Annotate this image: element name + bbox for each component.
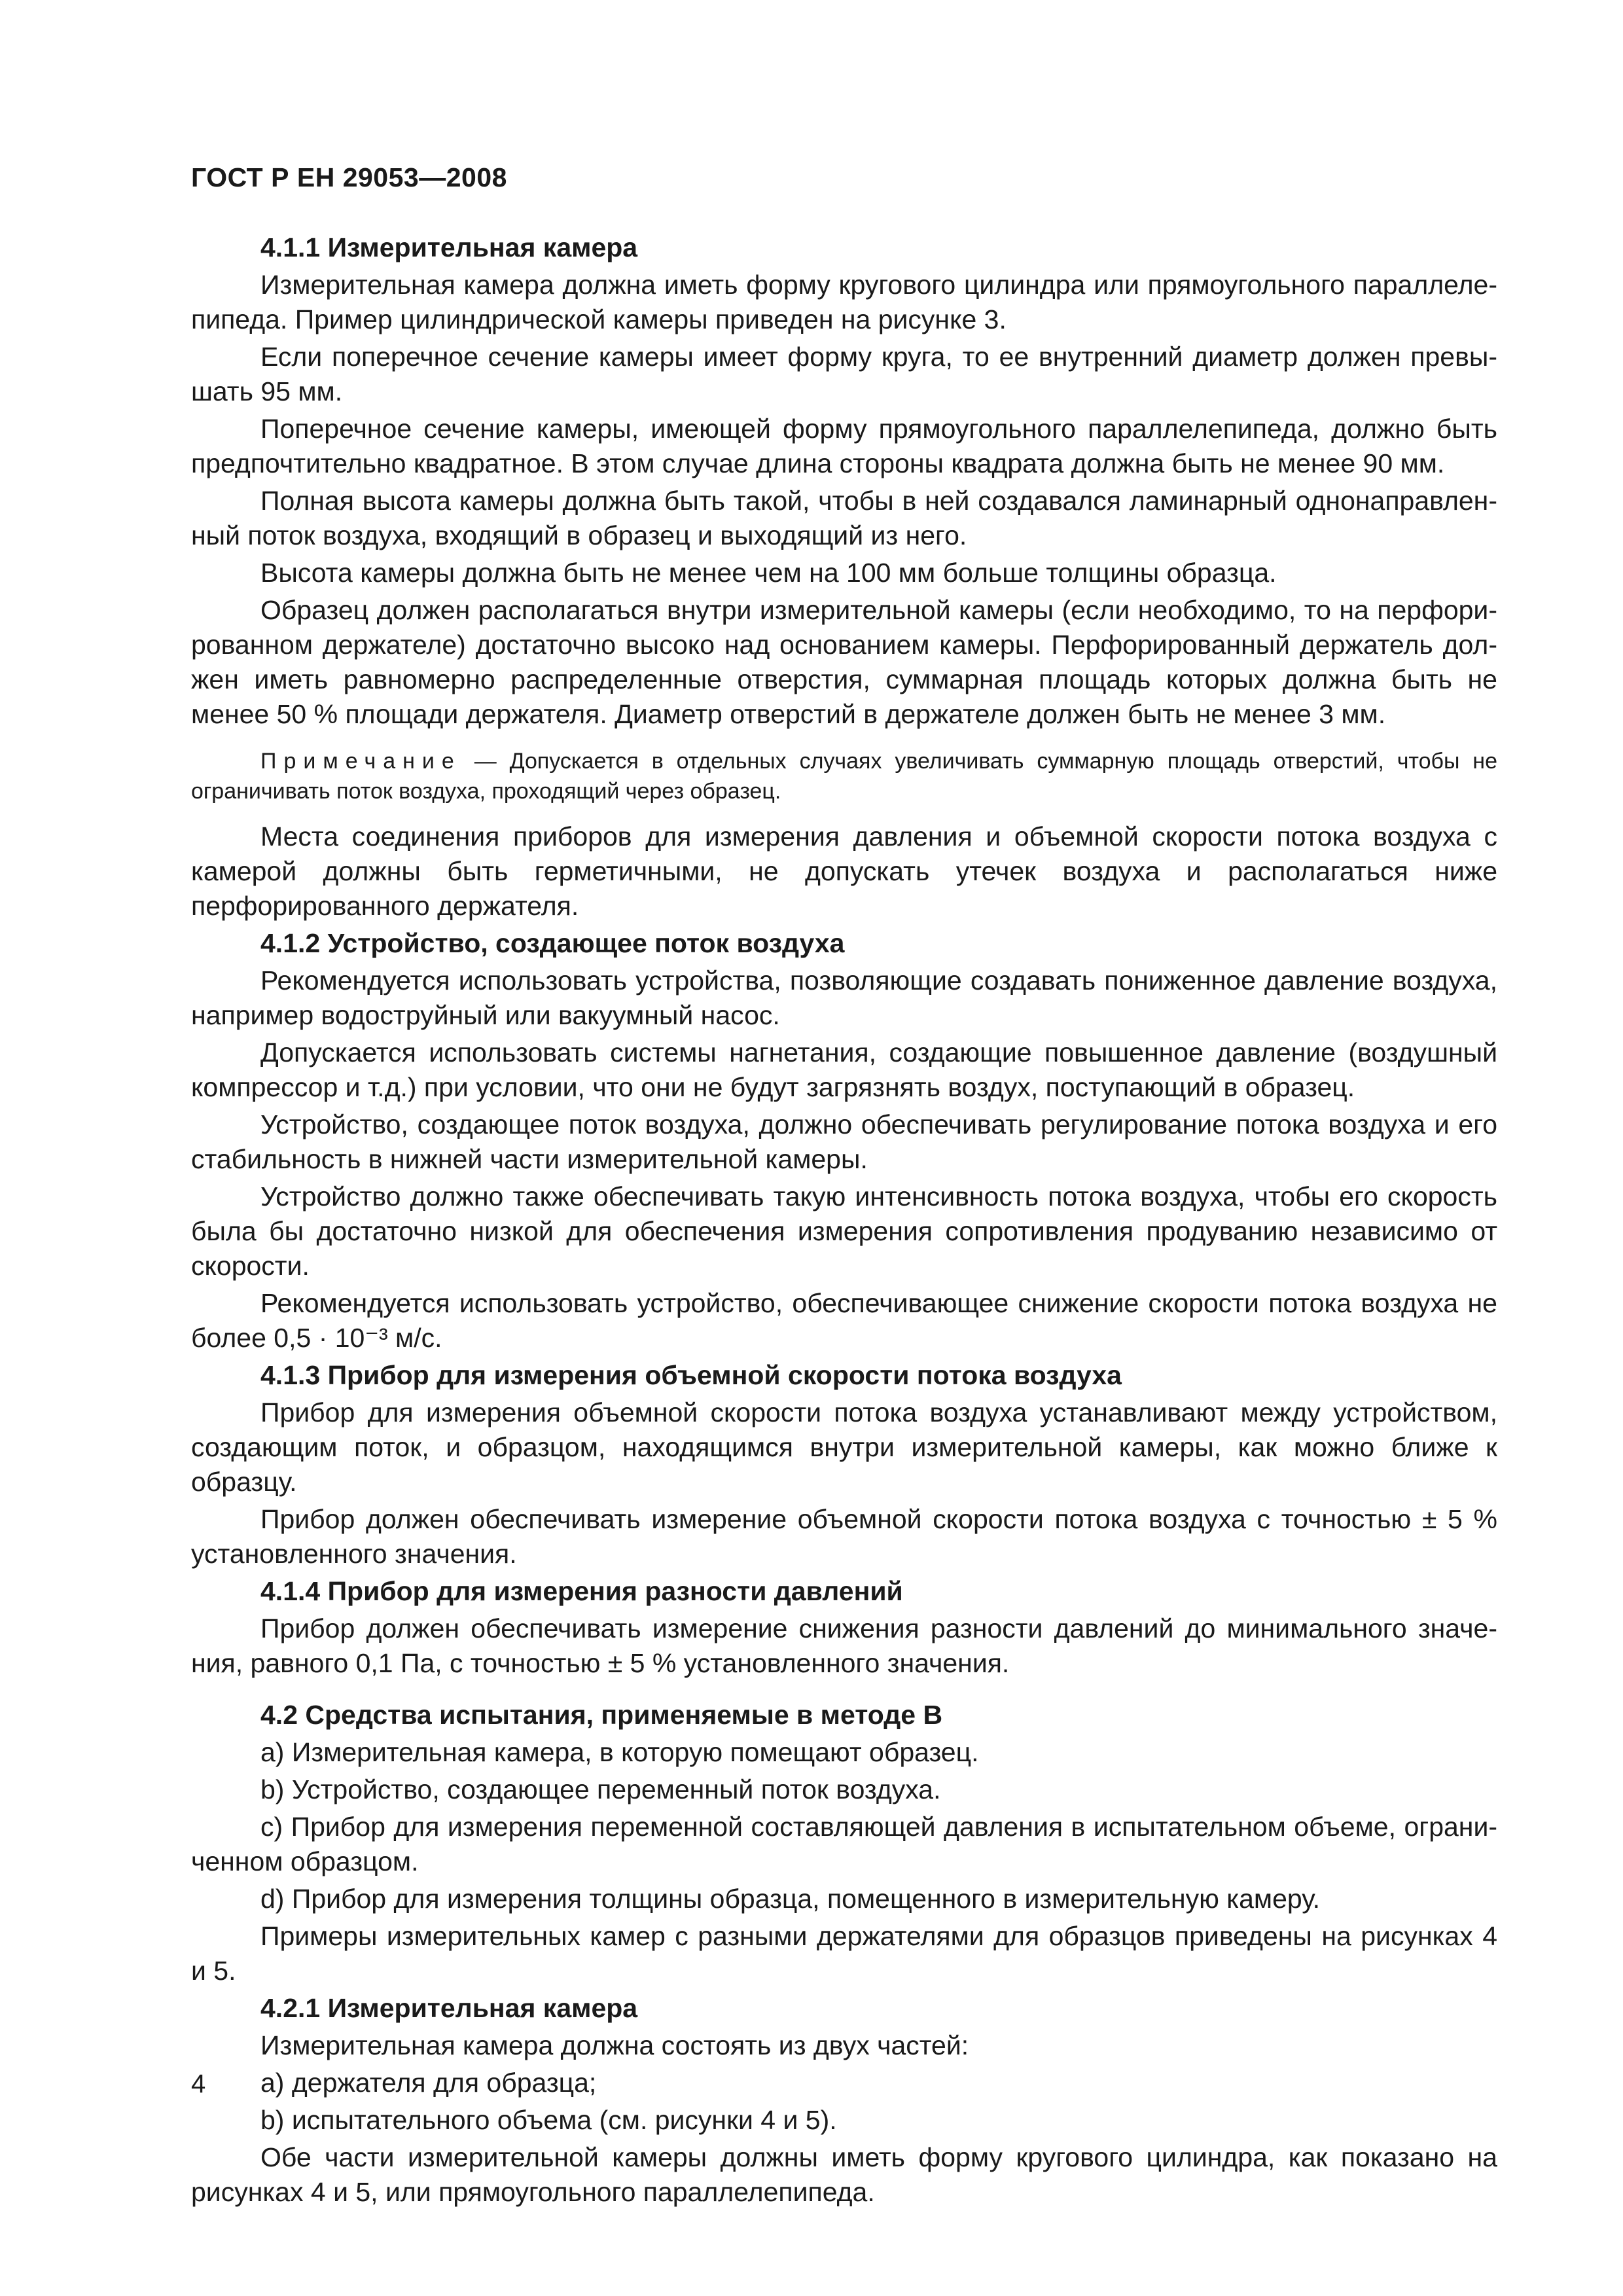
paragraph: Прибор должен обеспечивать измерение снижения разности давлений до минимального значения, равного 0,1 Па, с точностью ± 5 % установленного значения.	[191, 1613, 1497, 1678]
paragraph: Места соединения приборов для измерения давления и объемной скорости потока воздуха с камерой должны быть герметичными, не допускать утечек воздуха и располагаться ниже перфорированного держателя.	[191, 821, 1497, 921]
paragraph: Измерительная камера должна состоять из двух частей:	[260, 2030, 969, 2060]
paragraph: Поперечное сечение камеры, имеющей форму прямоугольного параллелепипеда, должно быть предпочтительно квадратное. В этом случае длина стороны квадрата должна быть не менее 90 мм.	[191, 414, 1497, 478]
section-heading-4-2-1: 4.2.1 Измерительная камера	[260, 1993, 638, 2023]
list-item: b) испытательного объема (см. рисунки 4 и 5).	[260, 2105, 837, 2135]
paragraph: Рекомендуется использовать устройство, обеспечивающее снижение скорости потока воздуха не более 0,5 · 10⁻³ м/с.	[191, 1288, 1497, 1353]
section-heading-4-1-1: 4.1.1 Измерительная камера	[260, 232, 638, 262]
document-header: ГОСТ Р ЕН 29053—2008	[191, 162, 507, 192]
list-item: a) держателя для образца;	[260, 2068, 597, 2098]
paragraph: Примеры измерительных камер с разными держателями для образцов приведены на рисунках 4 и 5.	[191, 1921, 1497, 1986]
note-text: — Допускается в отдельных случаях увеличивать суммарную площадь отверстий, чтобы не ограничивать поток воздуха, проходящий через образец.	[191, 749, 1497, 804]
paragraph: Устройство должно также обеспечивать такую интенсивность потока воздуха, чтобы его скорость была бы достаточно низкой для обеспечения измерения сопротивления продуванию независимо от скорости.	[191, 1181, 1497, 1281]
paragraph: Устройство, создающее поток воздуха, должно обеспечивать регулирование потока воздуха и его стабильность в нижней части измерительной камеры.	[191, 1109, 1497, 1174]
note-label: Примечание	[260, 749, 461, 774]
page-number: 4	[191, 2070, 206, 2098]
list-item: b) Устройство, создающее переменный поток воздуха.	[260, 1774, 941, 1804]
paragraph: Прибор для измерения объемной скорости потока воздуха устанавливают между устройством, создающим поток, и образцом, находящимся внутри измерительной камеры, как можно ближе к образцу.	[191, 1397, 1497, 1497]
paragraph: Допускается использовать системы нагнетания, создающие повышенное давление (воздушный компрессор и т.д.) при условии, что они не будут загрязнять воздух, поступающий в образец.	[191, 1037, 1497, 1102]
document-body	[191, 229, 1497, 2212]
paragraph: Рекомендуется использовать устройства, позволяющие создавать пониженное давление воздуха, например водоструйный или вакуумный насос.	[191, 965, 1497, 1030]
list-item: d) Прибор для измерения толщины образца, помещенного в измерительную камеру.	[260, 1884, 1320, 1914]
section-heading-4-2: 4.2 Средства испытания, применяемые в методе В	[260, 1700, 943, 1730]
paragraph: Обе части измерительной камеры должны иметь форму кругового цилиндра, как показано на рисунках 4 и 5, или прямоугольного параллелепипеда.	[191, 2142, 1497, 2207]
note-paragraph	[191, 746, 1497, 806]
paragraph: Образец должен располагаться внутри измерительной камеры (если необходимо, то на перфорированном держателе) достаточно высоко над основанием камеры. Перфорированный держатель должен иметь равномерно распределенные отверстия, суммарная площадь которых должна быть не менее 50 % площади держателя. Диаметр отверстий в держателе должен быть не менее 3 мм.	[191, 595, 1497, 729]
list-item: a) Измерительная камера, в которую помещают образец.	[260, 1737, 979, 1767]
section-heading-4-1-3: 4.1.3 Прибор для измерения объемной скорости потока воздуха	[260, 1360, 1122, 1390]
paragraph: Прибор должен обеспечивать измерение объемной скорости потока воздуха с точностью ± 5 % установленного значения.	[191, 1504, 1497, 1569]
list-item: c) Прибор для измерения переменной составляющей давления в испытательном объеме, ограниченном образцом.	[191, 1812, 1497, 1876]
paragraph: Если поперечное сечение камеры имеет форму круга, то ее внутренний диаметр должен превышать 95 мм.	[191, 342, 1497, 406]
section-heading-4-1-4: 4.1.4 Прибор для измерения разности давлений	[260, 1576, 903, 1606]
paragraph: Высота камеры должна быть не менее чем на 100 мм больше толщины образца.	[260, 558, 1277, 588]
paragraph: Измерительная камера должна иметь форму кругового цилиндра или прямоугольного параллелепипеда. Пример цилиндрической камеры приведен на рисунке 3.	[191, 270, 1497, 334]
paragraph: Полная высота камеры должна быть такой, чтобы в ней создавался ламинарный однонаправленный поток воздуха, входящий в образец и выходящий из него.	[191, 486, 1497, 550]
section-heading-4-1-2: 4.1.2 Устройство, создающее поток воздуха	[260, 928, 845, 958]
